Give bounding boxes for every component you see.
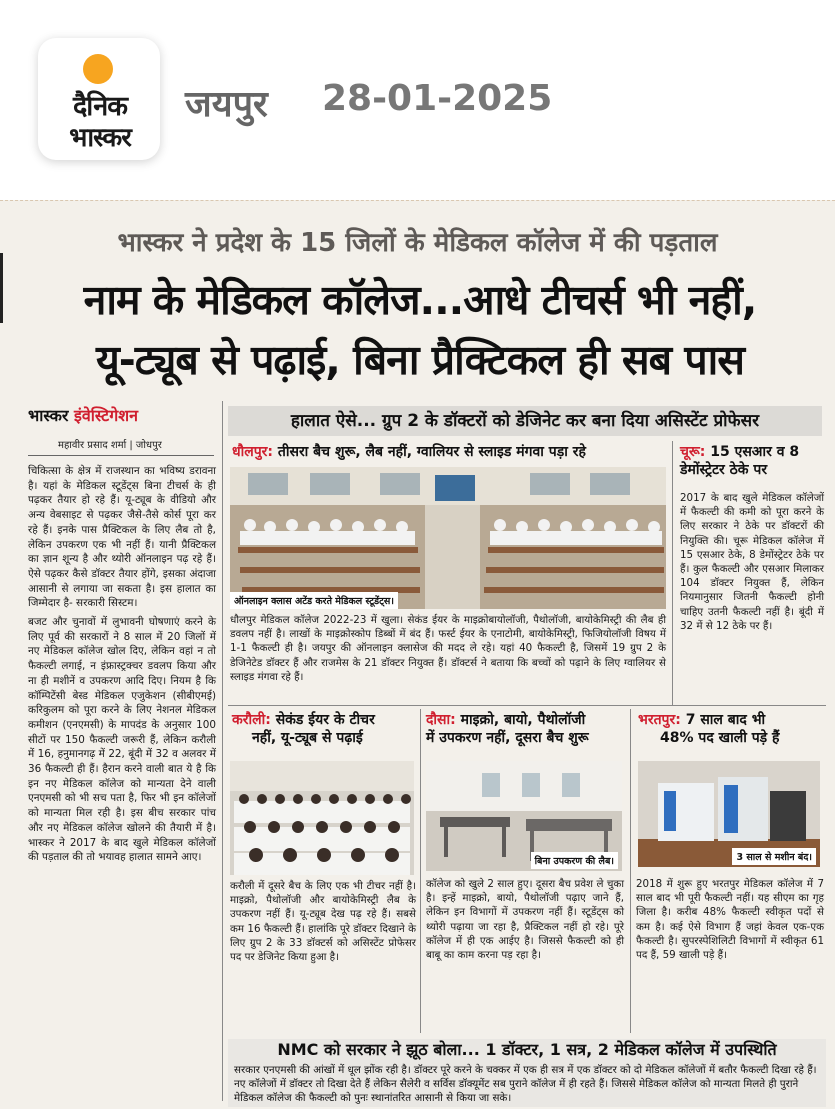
column-divider	[420, 709, 421, 1033]
clip-edge-mark	[0, 253, 3, 323]
divider	[28, 455, 214, 456]
nmc-title: NMC को सरकार ने झूठ बोला... 1 डॉक्टर, 1 सत्र, 2 मेडिकल कॉलेज में उपस्थिति	[277, 1040, 777, 1059]
dausa-title: माइक्रो, बायो, पैथोलॉजी	[460, 712, 586, 728]
bharatpur-title-line2: 48% पद खाली पड़े हैं	[660, 730, 780, 746]
dholpur-photo-caption: ऑनलाइन क्लास अटेंड करते मेडिकल स्टूडेंट्स।	[230, 592, 398, 609]
edition-city: जयपुर	[185, 84, 268, 125]
dholpur-title: तीसरा बैच शुरू, लैब नहीं, ग्वालियर से स्लाइड मंगवा पड़ा रहे	[277, 444, 586, 460]
karauli-body: करौली में दूसरे बैच के लिए एक भी टीचर नहीं है। माइक्रो, पैथोलॉजी और बायोकेमिस्ट्री लैब के उपकरण नहीं हैं। यू-ट्यूब देख पढ़ रहे हैं। सबसे कम 16 फैकल्टी हैं। हालांकि पूरे डॉक्टर दिखाने के लिए ग्रुप 2 के 33 डॉक्टर्स को असिस्टेंट प्रोफेसर पद पर डेजिनेट किया हुआ है।	[230, 880, 416, 964]
dausa-body: कॉलेज को खुले 2 साल हुए। दूसरा बैच प्रवेश ले चुका है। इन्हें माइक्रो, बायो, पैथोलॉजी पढ़ाए जाने हैं, लेकिन इन विभागों में उपकरण नहीं हैं। स्टूडेंट्स को थ्योरी पढ़ाया जा रहा है, प्रैक्टिकल नहीं हो रहे। पूरे कॉलेज में ही एक आईए है। जिससे फैकल्टी को ही बाबू का काम करना पड़ रहा है।	[426, 878, 624, 962]
edition-date: 28-01-2025	[322, 78, 553, 119]
newspaper-clipping	[0, 200, 835, 1109]
dausa-place: दौसा:	[426, 712, 456, 728]
column-divider	[672, 441, 673, 705]
brand-red-text: इंवेस्टिगेशन	[74, 406, 138, 425]
bharatpur-body: 2018 में शुरू हुए भरतपुर मेडिकल कॉलेज में 7 साल बाद भी पूरी फैकल्टी नहीं। यह सीएम का गृह जिला है। करीब 48% फैकल्टी स्वीकृत पदों से कम है। कई ऐसे विभाग हैं जहां केवल एक-एक फैकल्टी है। सुपरस्पेशिलिटी विभागों में स्वीकृत 61 पद हैं, 59 खाली पड़े हैं।	[636, 878, 824, 962]
karauli-heading	[232, 711, 416, 747]
headline-line2: यू-ट्यूब से पढ़ाई, बिना प्रैक्टिकल ही सब पास	[96, 336, 744, 384]
investigation-label	[28, 404, 138, 426]
dainik-bhaskar-logo[interactable]	[38, 38, 160, 160]
row-divider	[228, 705, 826, 706]
classroom-illustration	[230, 467, 666, 609]
column-divider	[630, 709, 631, 1033]
app-header	[0, 0, 835, 200]
bharatpur-photo-caption: 3 साल से मशीन बंद।	[732, 848, 816, 865]
karauli-title: सेकंड ईयर के टीचर	[275, 712, 375, 728]
byline: महावीर प्रसाद शर्मा | जोधपुर	[58, 440, 162, 451]
dausa-lab-photo	[426, 761, 622, 871]
dholpur-classroom-photo	[230, 467, 666, 609]
super-headline: भास्कर ने प्रदेश के 15 जिलों के मेडिकल कॉलेज में की पड़ताल	[117, 228, 718, 258]
bharatpur-heading	[638, 711, 828, 747]
churu-title: 15 एसआर व 8 डेमोंस्ट्रेटर ठेके पर	[680, 444, 800, 478]
karauli-students-photo	[230, 761, 414, 875]
bharatpur-machine-photo	[638, 761, 820, 867]
bharatpur-title: 7 साल बाद भी	[685, 712, 766, 728]
dholpur-place: धौलपुर:	[232, 444, 274, 460]
churu-place: चूरू:	[680, 444, 706, 460]
section-bar-heading: हालात ऐसे... ग्रुप 2 के डॉक्टरों को डेजिनेट कर बना दिया असिस्टेंट प्रोफेसर	[228, 406, 822, 436]
churu-body: 2017 के बाद खुले मेडिकल कॉलेजों में फैकल्टी की कमी को पूरा करने के लिए सरकार ने ठेके पर डॉक्टरों की नियुक्ति की। चूरू मेडिकल कॉलेज में 15 एसआर ठेके, 8 डेमोंस्ट्रेटर ठेके पर हैं। कुल फैकल्टी और एसआर मिलाकर 104 डॉक्टर नियुक्त हैं, लेकिन नियमानुसार जितनी फैकल्टी होनी चाहिए उतनी फैकल्टी नहीं है। बूंदी में 32 में से 12 ठेके पर हैं।	[680, 492, 824, 632]
dholpur-body: धौलपुर मेडिकल कॉलेज 2022-23 में खुला। सेकंड ईयर के माइक्रोबायोलॉजी, पैथोलॉजी, बायोकेमिस्ट्री की लैब ही डवलप नहीं है। लाखों के माइक्रोस्कोप डिब्बों में बंद हैं। फर्स्ट ईयर के एनाटोमी, बायोकेमिस्ट्री, फिजियोलॉजी विषय में 1-1 फैकल्टी ही है। जयपुर की ऑनलाइन क्लासेज की मदद ले रहे। यहां 40 फैकल्टी है, जिसमें 19 ग्रुप 2 के डेजिनेटेड डॉक्टर हैं और राजमेस के 21 डॉक्टर नियुक्त हैं। डॉक्टर्स ने बताया कि बच्चों को पढ़ाने के लिए ग्वालियर से स्लाइड मंगवा रहे हैं।	[230, 614, 666, 683]
bharatpur-place: भरतपुर:	[638, 712, 681, 728]
dausa-title-line2: में उपकरण नहीं, दूसरा बैच शुरू	[426, 730, 589, 746]
logo-text-line1: दैनिक	[72, 91, 128, 122]
lead-column	[28, 464, 216, 869]
karauli-title-line2: नहीं, यू-ट्यूब से पढ़ाई	[252, 730, 363, 746]
lead-paragraph-1: चिकित्सा के क्षेत्र में राजस्थान का भविष्य डरावना है। यहां के मेडिकल स्टूडेंट्स बिना टीचर्स के ही पढ़कर तैयार हो रहे हैं। यू-ट्यूब के वीडियो और अन्य वेबसाइट से पढ़कर जैसे-तैसे कोर्स पूरा कर रहे हैं। इनके पास प्रैक्टिकल के लिए लैब तो है, लेकिन उपकरण एक भी नहीं हैं। यानी प्रैक्टिकल का ज्ञान शून्य है और थ्योरी ऑनलाइन पढ़ रहे हैं। ऐसे पढ़कर कैसे डॉक्टर तैयार होंगे, इसका अंदाजा आसानी से लगाया जा सकता है। इस हालात का जिम्मेदार है- सरकारी सिस्टम।	[28, 465, 216, 610]
students-illustration	[230, 761, 414, 875]
lead-paragraph-2: बजट और चुनावों में लुभावनी घोषणाएं करने के लिए पूर्व की सरकारों ने 8 साल में 20 जिलों में नए मेडिकल कॉलेज खोल दिए, लेकिन वहां न तो फैकल्टी लगाई, न इंफ्रास्ट्रक्चर डवलप किया और ना ही मशीनें व उपकरण आदि दिए। नियम है कि कॉम्पिटेंसी बेस्ड मेडिकल एजुकेशन (सीबीएमई) करिकुलम को पूरा करने के लिए नेशनल मेडिकल कमीशन (एनएमसी) के मापदंड के अनुसार 100 सीटों पर 150 फैकल्टी जरूरी हैं, लेकिन करौली में 16, हनुमानगढ़ में 22, बूंदी में 32 व अलवर में 36 फैकल्टी ही हैं। हैरान करने वाली बात ये है कि इन नए मेडिकल कॉलेज को मान्यता देने वाली एनएमसी को भी सच पता है, फिर भी इन कॉलेजों को मान्यता मिल रही है। इस बीच सरकार पांच और नए मेडिकल कॉलेज खोलने की तैयारी में है। भास्कर ने 2017 के बाद खुले मेडिकल कॉलेजों की पड़ताल की तो भयावह हालात सामने आए।	[28, 616, 216, 864]
column-divider	[222, 401, 223, 1101]
brand-black-text: भास्कर	[28, 406, 69, 425]
dholpur-heading	[232, 443, 672, 461]
dausa-photo-caption: बिना उपकरण की लैब।	[531, 852, 618, 869]
nmc-body: सरकार एनएमसी की आंखों में धूल झोंक रही है। डॉक्टर पूरे करने के चक्कर में एक ही सत्र में एक डॉक्टर को दो मेडिकल कॉलेजों में बतौर फैकल्टी दिखा रहे हैं। नए कॉलेजों में डॉक्टर तो दिखा देते हैं लेकिन सैलेरी व सर्विस डॉक्यूमेंट सब पुराने कॉलेज में ही रहते हैं। जिससे मेडिकल कॉलेज को मान्यता मिलते ही पुराने मेडिकल कॉलेज की फैकल्टी को पुनः स्थानांतरित आसानी से किया जा सके।	[234, 1064, 817, 1105]
logo-text-line2: भास्कर	[69, 123, 131, 153]
nmc-box	[228, 1039, 826, 1107]
dausa-heading	[426, 711, 630, 747]
sun-icon	[83, 54, 113, 84]
karauli-place: करौली:	[232, 712, 271, 728]
churu-heading	[680, 443, 825, 479]
headline-line1: नाम के मेडिकल कॉलेज...आधे टीचर्स भी नहीं,	[83, 276, 757, 324]
